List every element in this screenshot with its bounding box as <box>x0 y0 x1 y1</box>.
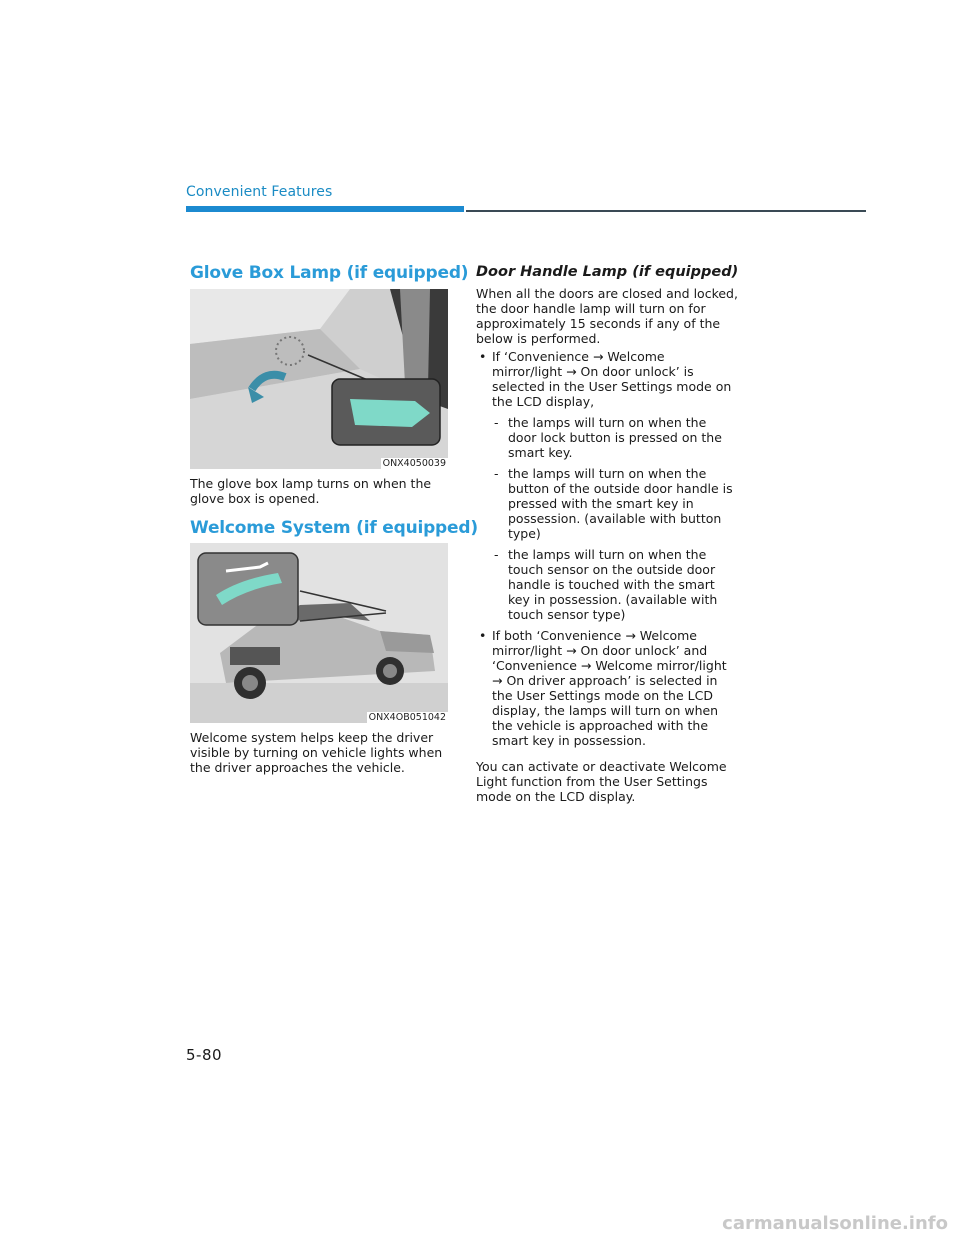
door-handle-list <box>476 349 738 752</box>
dash-text: the lamps will turn on when the button of the outside door handle is pressed with the smart key in possession. (available with button type) <box>508 466 733 541</box>
dash-mark: - <box>494 415 499 430</box>
door-handle-closing: You can activate or deactivate Welcome Light function from the User Settings mode on the LCD display. <box>476 759 727 804</box>
welcome-figure-code: ONX4OB051042 <box>368 712 446 723</box>
page-number: 5-80 <box>186 1046 223 1064</box>
glove-box-illustration <box>190 289 448 469</box>
chapter-title: Convenient Features <box>186 184 333 200</box>
welcome-vehicle-illustration <box>190 543 448 723</box>
list-item <box>492 547 738 622</box>
glove-figure-code: ONX4050039 <box>382 458 446 469</box>
glove-box-description: The glove box lamp turns on when the glove box is opened. <box>190 476 432 506</box>
bullet-dot: • <box>479 628 487 643</box>
welcome-system-figure <box>190 543 448 723</box>
header-accent-bar <box>186 206 464 212</box>
list-item <box>492 466 738 541</box>
dash-mark: - <box>494 547 499 562</box>
welcome-system-heading: Welcome System (if equipped) <box>190 518 478 538</box>
header-rule <box>466 210 866 212</box>
dash-text: the lamps will turn on when the door lock button is pressed on the smart key. <box>508 415 722 460</box>
glove-box-figure <box>190 289 448 469</box>
dash-text: the lamps will turn on when the touch sensor on the outside door handle is touched with the smart key in possession. (available with touch sensor type) <box>508 547 718 622</box>
dash-mark: - <box>494 466 499 481</box>
watermark: carmanualsonline.info <box>722 1213 948 1234</box>
list-item <box>476 349 738 622</box>
door-handle-heading: Door Handle Lamp (if equipped) <box>476 264 739 280</box>
door-handle-intro: When all the doors are closed and locked, the door handle lamp will turn on for approximately 15 seconds if any of the below is performed. <box>476 286 738 346</box>
welcome-system-description: Welcome system helps keep the driver visible by turning on vehicle lights when the driver approaches the vehicle. <box>190 730 443 775</box>
list-item <box>476 628 738 748</box>
bullet-dot: • <box>479 349 487 364</box>
list-item <box>492 415 738 460</box>
glove-box-heading: Glove Box Lamp (if equipped) <box>190 263 469 283</box>
bullet-text: If both ‘Convenience → Welcome mirror/light → On door unlock’ and ‘Convenience → Welcome mirror/light → On driver approach’ is selected in the User Settings mode on the LCD display, the lamps will turn on when the vehicle is approached with the smart key in possession. <box>492 628 727 748</box>
bullet-text: If ‘Convenience → Welcome mirror/light → On door unlock’ is selected in the User Settings mode on the LCD display, <box>492 349 732 409</box>
